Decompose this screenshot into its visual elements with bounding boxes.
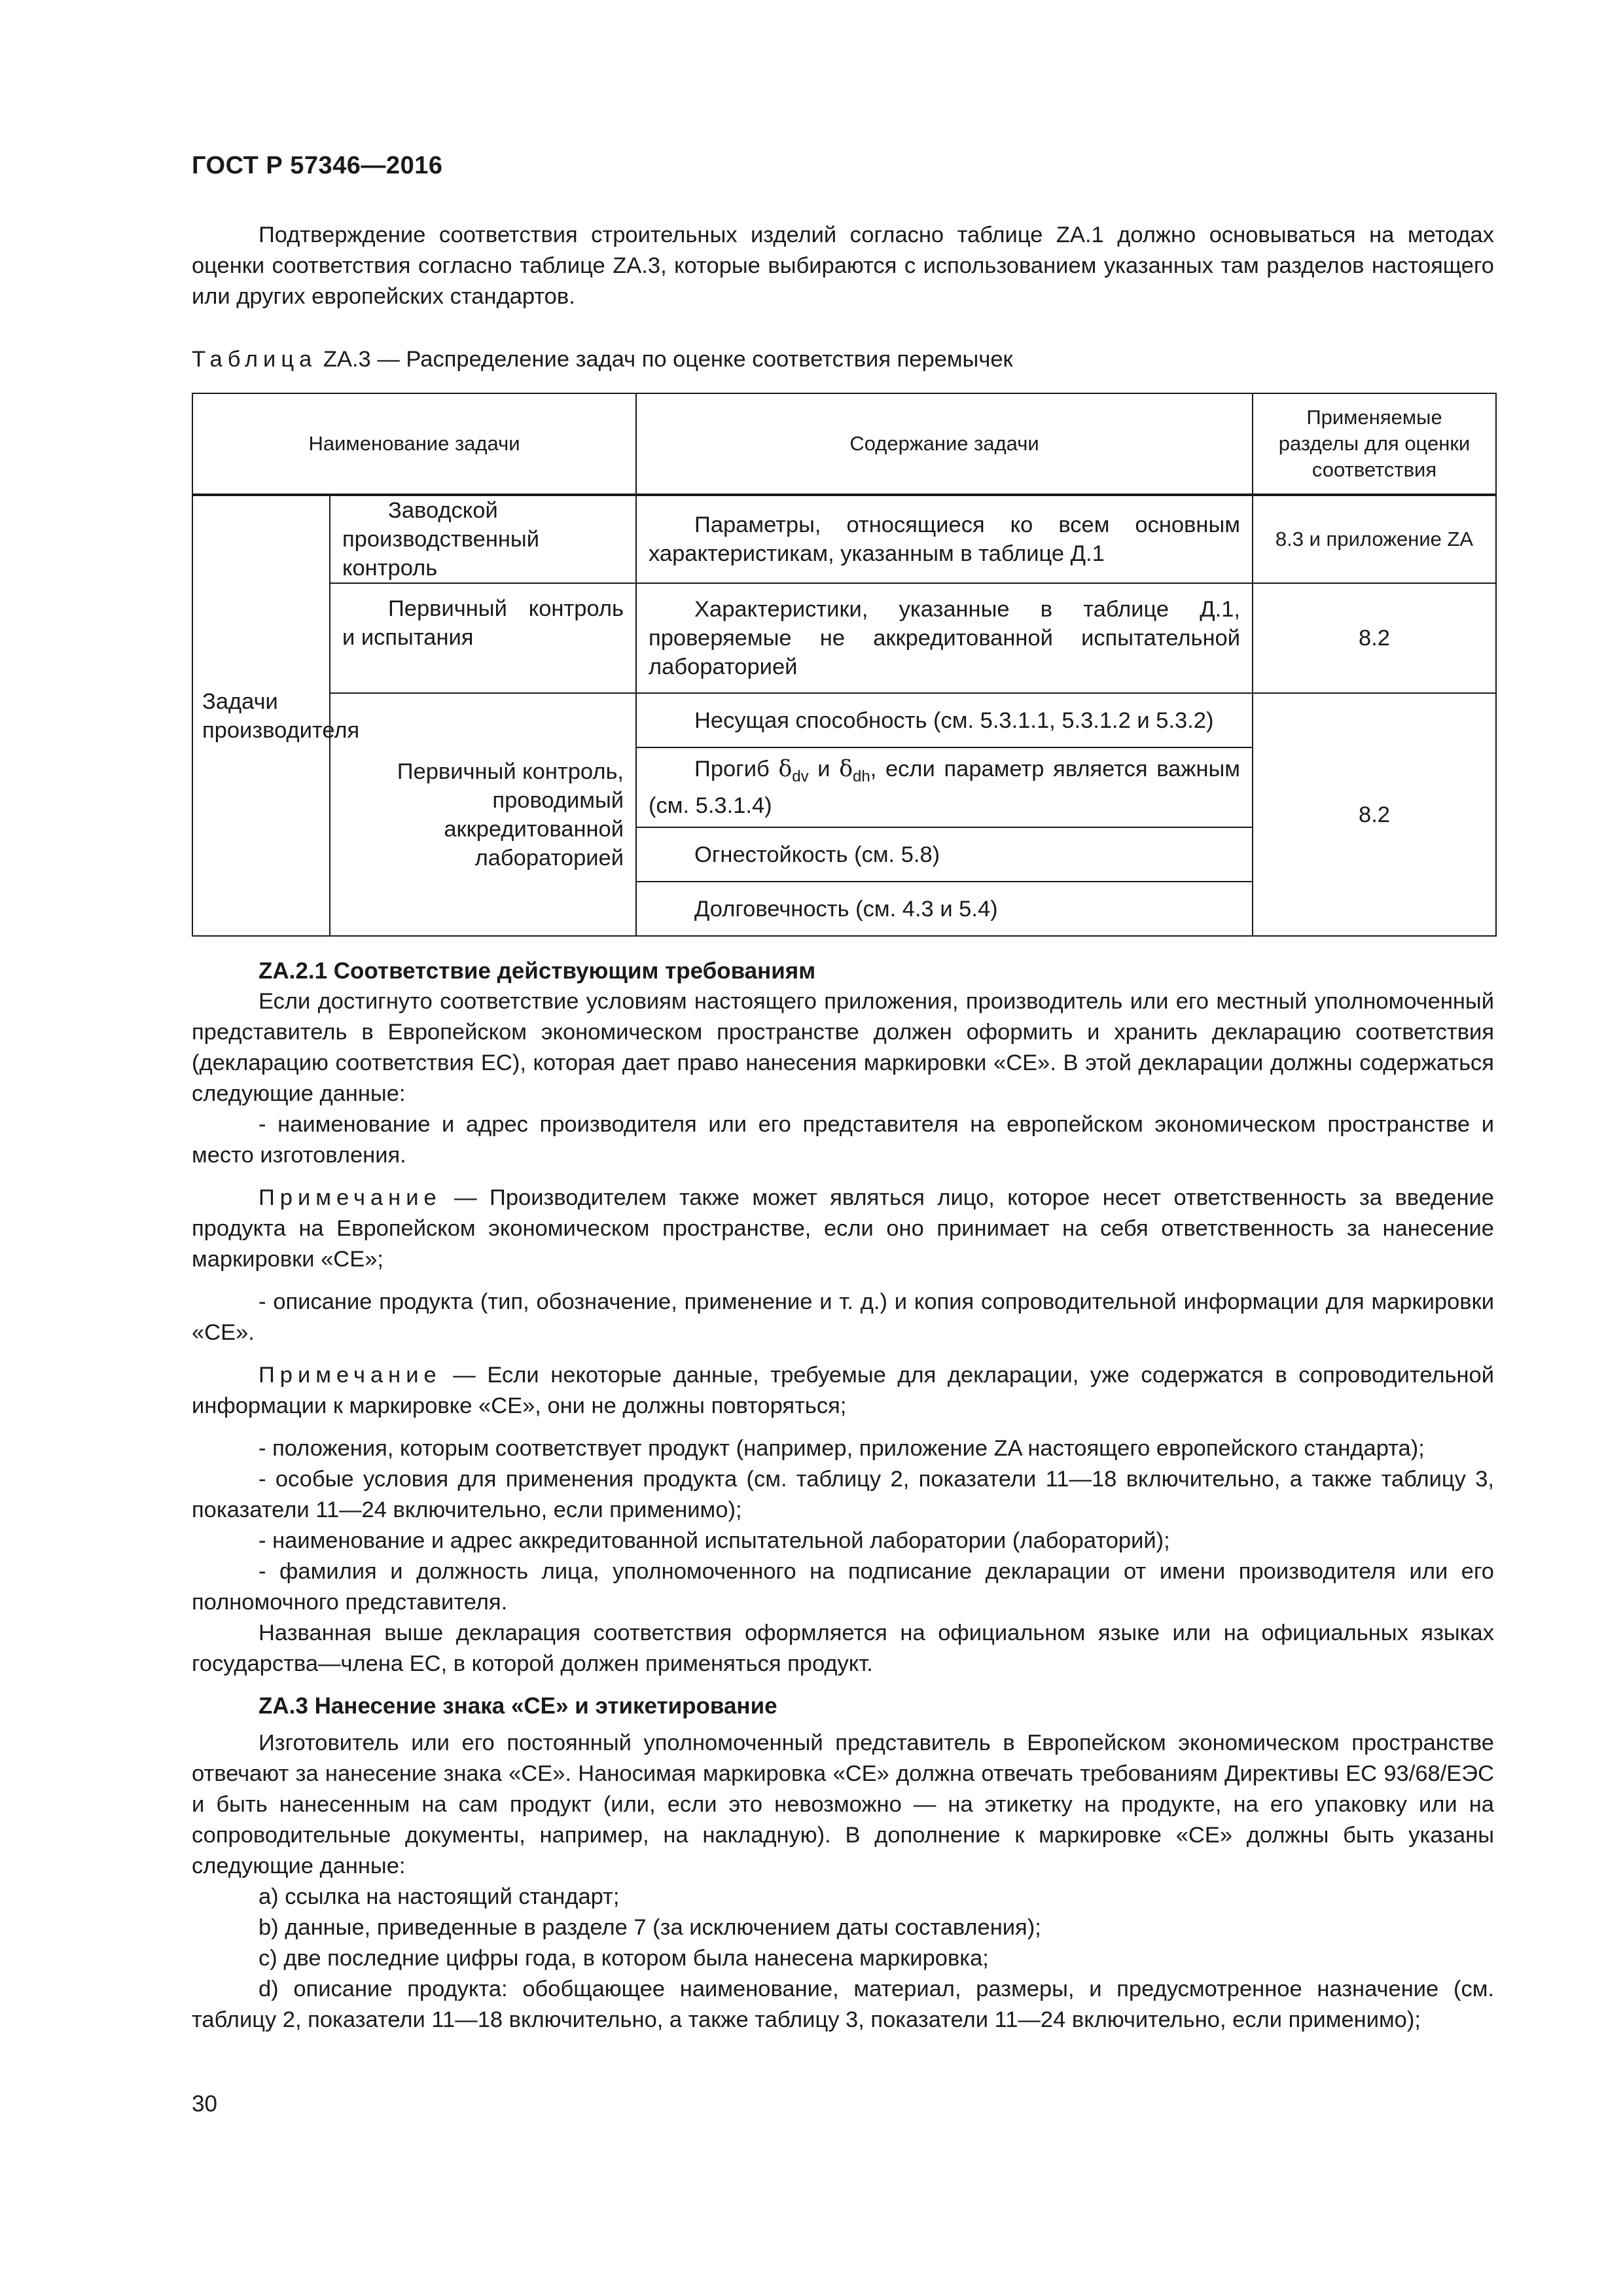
za21-paragraph: Если достигнуто соответствие условиям настоящего приложения, производитель или его местный уполномоченный представитель в Европейском экономическом пространстве должен оформить и хранить декларацию соответствия (декларацию соответствия ЕС), которая дает право нанесения маркировки «СЕ». В этой декларации должны содержаться следующие данные: (192, 989, 1494, 1106)
document-header: ГОСТ Р 57346—2016 (192, 152, 443, 179)
page-number: 30 (192, 2091, 217, 2117)
za21-item: - наименование и адрес производителя или его представителя на европейском экономическом пространстве и место изготовления. (192, 1112, 1494, 1168)
deflection-condition: , если параметр является важным (см. 5.3.1.4) (649, 757, 1241, 818)
table-caption (192, 344, 1013, 375)
table-header-row (192, 393, 1496, 495)
note-text: — Производителем также может являться лицо, которое несет ответственность за введение продукта на Европейском экономическом пространстве, если оно принимает на себя ответственность за нанесение маркировки «СЕ»; (192, 1185, 1494, 1272)
task-cell: Заводской производственный контроль (330, 495, 636, 583)
content-cell: Характеристики, указанные в таблице Д.1, проверяемые не аккредитованной испытательной лабораторией (636, 583, 1253, 693)
za21-note (192, 1183, 1494, 1275)
subscript-dh: dh (853, 767, 870, 785)
za21-note (192, 1360, 1494, 1422)
task-cell: Первичный контроль и испытания (330, 583, 636, 693)
content-cell: Несущая способность (см. 5.3.1.1, 5.3.1.2 и 5.3.2) (636, 693, 1253, 747)
table-row (192, 495, 1496, 583)
note-text: — Если некоторые данные, требуемые для декларации, уже содержатся в сопроводительной информации к маркировке «СЕ», они не должны повторяться; (192, 1363, 1494, 1418)
conjunction-text: и (817, 757, 830, 782)
task-cell: Первичный контроль, проводимый аккредитованной лабораторией (330, 693, 636, 936)
header-task-content: Содержание задачи (636, 393, 1253, 495)
za21-item: - особые условия для применения продукта (см. таблицу 2, показатели 11—18 включительно, а также таблицу 3, показатели 11—24 включительно, если применимо); (192, 1467, 1494, 1522)
assessment-tasks-table (192, 393, 1497, 937)
sections-cell: 8.2 (1253, 583, 1496, 693)
header-task-name: Наименование задачи (192, 393, 636, 495)
content-cell: Долговечность (см. 4.3 и 5.4) (636, 882, 1253, 936)
table-caption-prefix: Таблица (192, 347, 317, 372)
subscript-dv: dv (792, 767, 809, 785)
section-heading-za3: ZA.3 Нанесение знака «СЕ» и этикетирование (259, 1693, 777, 1719)
header-sections: Применяемые разделы для оценки соответствия (1253, 393, 1496, 495)
za3-list-item: d) описание продукта: обобщающее наименование, материал, размеры, и предусмотренное назначение (см. таблицу 2, показатели 11—18 включительно, а также таблицу 3, показатели 11—24 включительно, если применимо); (192, 1977, 1494, 2032)
za3-paragraph: Изготовитель или его постоянный уполномоченный представитель в Европейском экономическом пространстве отвечают за нанесение знака «СЕ». Наносимая маркировка «СЕ» должна отвечать требованиям Директивы ЕС 93/68/ЕЭС и быть нанесенным на сам продукт (или, если это невозможно — на этикетку на продукте, на его упаковку или на сопроводительные документы, например, на накладную). В дополнение к маркировке «СЕ» должны быть указаны следующие данные: (192, 1731, 1494, 1878)
intro-paragraph: Подтверждение соответствия строительных изделий согласно таблице ZA.1 должно основываться на методах оценки соответствия согласно таблице ZA.3, которые выбираются с использованием указанных там разделов настоящего или других европейских стандартов. (192, 223, 1494, 309)
za3-list-item: b) данные, приведенные в разделе 7 (за исключением даты составления); (259, 1915, 1041, 1940)
za21-item: - фамилия и должность лица, уполномоченного на подписание декларации от имени производителя или его полномочного представителя. (192, 1559, 1494, 1615)
table-row (192, 693, 1496, 747)
note-label: Примечание (259, 1185, 442, 1210)
za21-item: - положения, которым соответствует продукт (например, приложение ZA настоящего европейского стандарта); (259, 1436, 1425, 1461)
table-row (192, 583, 1496, 693)
section-za21-body (192, 986, 1494, 1679)
table-caption-text: ZA.3 — Распределение задач по оценке соответствия перемычек (323, 347, 1013, 372)
content-cell: Параметры, относящиеся ко всем основным характеристикам, указанным в таблице Д.1 (636, 495, 1253, 583)
content-cell: Огнестойкость (см. 5.8) (636, 827, 1253, 882)
deflection-label: Прогиб (694, 757, 770, 782)
za3-list-item: c) две последние цифры года, в котором была нанесена маркировка; (259, 1946, 989, 1971)
delta-symbol: δ (839, 756, 853, 783)
sections-cell: 8.2 (1253, 693, 1496, 936)
za21-paragraph: Названная выше декларация соответствия оформляется на официальном языке или на официальных языках государства—члена ЕС, в которой должен применяться продукт. (192, 1621, 1494, 1676)
delta-symbol: δ (778, 756, 793, 783)
sections-cell: 8.3 и приложение ZA (1253, 495, 1496, 583)
za21-item: - наименование и адрес аккредитованной испытательной лаборатории (лабораторий); (259, 1528, 1170, 1553)
za3-list-item: a) ссылка на настоящий стандарт; (259, 1884, 620, 1909)
section-heading-za21: ZA.2.1 Соответствие действующим требованиям (259, 958, 816, 984)
section-za3-body (192, 1728, 1494, 2036)
za21-item: - описание продукта (тип, обозначение, применение и т. д.) и копия сопроводительной информации для маркировки «СЕ». (192, 1289, 1494, 1345)
group-label-cell: Задачи производителя (192, 495, 330, 936)
note-label: Примечание (259, 1363, 442, 1388)
content-cell-deflection (636, 747, 1253, 827)
